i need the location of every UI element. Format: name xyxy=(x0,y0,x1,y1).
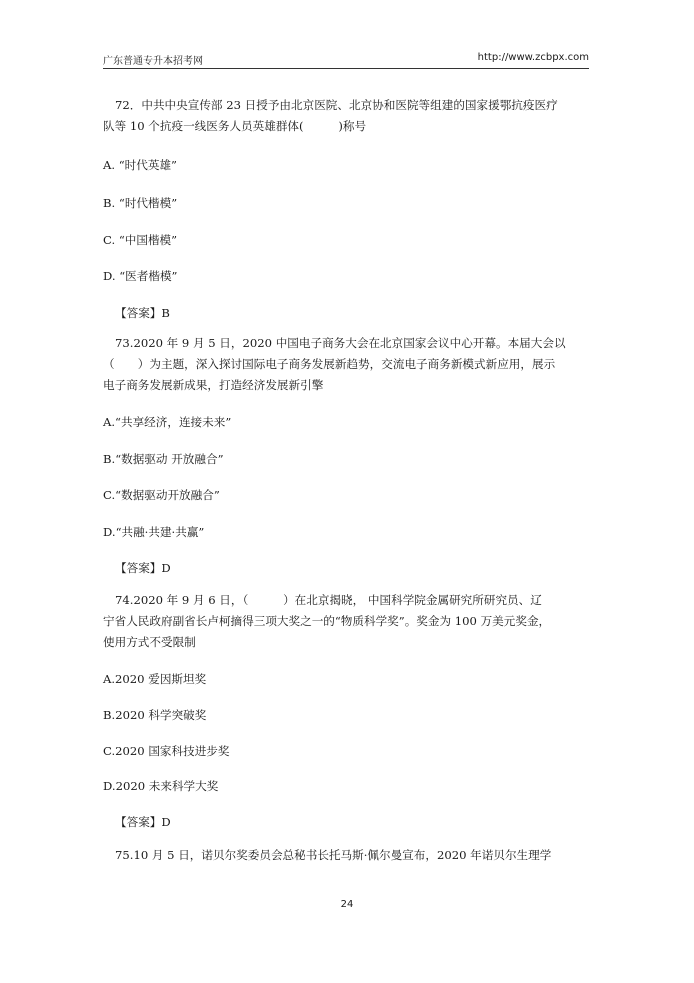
option-c: C.2020 国家科技进步奖 xyxy=(103,744,230,758)
question-line: 73.2020 年 9 月 5 日，2020 中国电子商务大会在北京国家会议中心开幕。本届大会以 xyxy=(115,336,566,350)
question-line: （ ）为主题，深入探讨国际电子商务发展新趋势，交流电子商务新模式新应用，展示 xyxy=(103,357,556,371)
header-site-name: 广东普通专升本招考网 xyxy=(103,56,203,67)
answer-74: 【答案】D xyxy=(115,815,171,829)
option-d: D. “医者楷模” xyxy=(103,269,178,283)
option-b: B. “时代楷模” xyxy=(103,196,178,210)
page-header xyxy=(103,52,589,68)
option-a: A.“共享经济，连接未来” xyxy=(103,415,232,429)
question-75 xyxy=(103,845,589,866)
answer-73: 【答案】D xyxy=(115,561,171,575)
option-c: C. “中国楷模” xyxy=(103,233,178,247)
option-a: A. “时代英雄” xyxy=(103,158,177,172)
option-d: D.“共融·共建·共赢” xyxy=(103,525,205,539)
question-line: 队等 10 个抗疫一线医务人员英雄群体( )称号 xyxy=(103,119,367,133)
option-c: C.“数据驱动开放融合” xyxy=(103,488,220,502)
question-line: 75.10 月 5 日，诺贝尔奖委员会总秘书长托马斯·佩尔曼宣布，2020 年诺贝尔生理学 xyxy=(115,848,552,862)
question-74 xyxy=(103,590,589,653)
header-divider xyxy=(103,68,589,69)
question-line: 74.2020 年 9 月 6 日，（ ）在北京揭晓， 中国科学院金属研究所研究员、辽 xyxy=(115,593,542,607)
option-b: B.2020 科学突破奖 xyxy=(103,708,207,722)
option-b: B.“数据驱动 开放融合” xyxy=(103,452,224,466)
option-a: A.2020 爱因斯坦奖 xyxy=(103,672,207,686)
header-url: http://www.zcbpx.com xyxy=(477,52,589,63)
question-line: 72．中共中央宣传部 23 日授予由北京医院、北京协和医院等组建的国家援鄂抗疫医疗 xyxy=(115,98,558,112)
question-line: 电子商务发展新成果，打造经济发展新引擎 xyxy=(103,378,324,392)
question-72 xyxy=(103,95,589,137)
question-line: 宁省人民政府副省长卢柯摘得三项大奖之一的“物质科学奖”。奖金为 100 万美元奖金， xyxy=(103,614,551,628)
option-d: D.2020 未来科学大奖 xyxy=(103,779,219,793)
question-line: 使用方式不受限制 xyxy=(103,635,196,649)
page-number: 24 xyxy=(340,899,354,910)
question-73 xyxy=(103,333,589,396)
answer-72: 【答案】B xyxy=(115,306,170,320)
